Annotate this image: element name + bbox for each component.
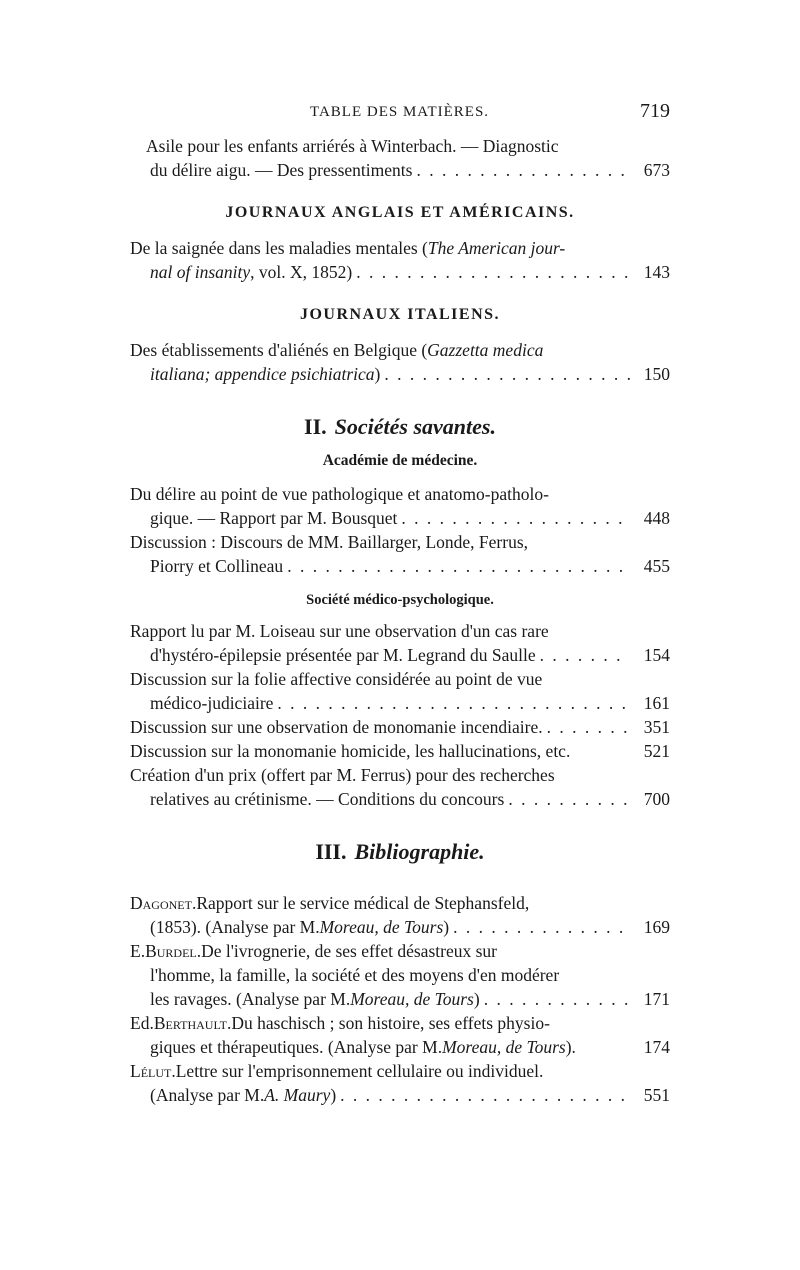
entry-line: médico-judiciaire . . . 161 (130, 691, 670, 715)
running-title: TABLE DES MATIÈRES. (310, 104, 490, 120)
entry-line: gique. — Rapport par M. Bousquet . . . 448 (130, 506, 670, 530)
entry-page: 150 (643, 364, 670, 384)
entry-page: 521 (643, 741, 670, 761)
author-name: Lélut. (130, 1061, 176, 1081)
entry-page: 171 (643, 989, 670, 1009)
entry-line: relatives au crétinisme. — Conditions du concours . . . 700 (130, 787, 670, 811)
entry-line: Piorry et Collineau . . . 455 (130, 554, 670, 578)
author-name: Berthault. (153, 1013, 232, 1033)
entry-page: 673 (643, 160, 670, 180)
entry-line: Discussion sur la folie affective considérée au point de vue (130, 669, 543, 689)
entry-page: 351 (643, 717, 670, 737)
entry-page: 154 (643, 645, 670, 665)
entry-page: 448 (643, 508, 670, 528)
entry-page: 161 (643, 693, 670, 713)
entry-page: 174 (643, 1037, 670, 1057)
entry-line: (Analyse par M. A. Maury ) . . . 551 (130, 1083, 670, 1107)
entry-line: De la saignée dans les maladies mentales ( The American jour- (130, 238, 566, 258)
page (130, 100, 670, 1107)
entry-line: Des établissements d'aliénés en Belgique ( Gazzetta medica (130, 340, 544, 360)
part-heading-3: III. Bibliographie. (315, 839, 485, 864)
toc-entry (130, 939, 670, 1011)
entry-line: Discussion : Discours de MM. Baillarger, Londe, Ferrus, (130, 532, 529, 552)
entry-line: nal of insanity , vol. X, 1852) . . . 143 (130, 260, 670, 284)
author-name: Burdel. (145, 941, 202, 961)
section-heading-anglais: JOURNAUX ANGLAIS ET AMÉRICAINS. (225, 204, 575, 221)
entry-line: Création d'un prix (offert par M. Ferrus) pour des recherches (130, 765, 555, 785)
entry-page: 455 (643, 556, 670, 576)
entry-line: Lélut. Lettre sur l'emprisonnement cellulaire ou individuel. (130, 1061, 544, 1081)
entry-page: 143 (643, 262, 670, 282)
entry-line: du délire aigu. — Des pressentiments . . . 673 (130, 158, 670, 182)
toc-entry (130, 739, 670, 763)
sub-heading-societe: Société médico-psychologique. (306, 592, 494, 608)
toc-entry (130, 1011, 670, 1059)
entry-line: giques et thérapeutiques. (Analyse par M. Moreau, de Tours ). 174 (150, 1037, 670, 1057)
toc-entry (130, 715, 670, 739)
entry-line: (1853). (Analyse par M. Moreau, de Tours ) . . . 169 (130, 915, 670, 939)
toc-entry (130, 134, 670, 182)
page-number: 719 (640, 100, 670, 122)
entry-page: 551 (643, 1085, 670, 1105)
entry-line: Discussion sur la monomanie homicide, les hallucinations, etc. 521 (130, 741, 670, 761)
entry-line: d'hystéro-épilepsie présentée par M. Legrand du Saulle . . . 154 (130, 643, 670, 667)
entry-line: Discussion sur une observation de monomanie incendiaire. . . . 351 (130, 715, 670, 739)
part-heading-2: II. Sociétés savantes. (304, 414, 496, 439)
entry-line: les ravages. (Analyse par M. Moreau, de Tours ) . . . 171 (130, 987, 670, 1011)
entry-line: Rapport lu par M. Loiseau sur une observation d'un cas rare (130, 621, 549, 641)
entry-page: 700 (643, 789, 670, 809)
running-head (130, 100, 670, 134)
section-heading-italiens: JOURNAUX ITALIENS. (299, 306, 501, 323)
author-name: Dagonet. (130, 893, 197, 913)
toc-entry (130, 530, 670, 578)
toc-entry (130, 619, 670, 667)
toc-entry (130, 891, 670, 939)
toc-entry (130, 338, 670, 386)
toc-entry (130, 236, 670, 284)
toc-entry (130, 667, 670, 715)
toc-entry (130, 763, 670, 811)
sub-heading-academie: Académie de médecine. (322, 452, 478, 469)
toc-entry (130, 482, 670, 530)
entry-line: Dagonet. Rapport sur le service médical de Stephansfeld, (130, 893, 530, 913)
toc-entry (130, 1059, 670, 1107)
entry-line: Asile pour les enfants arriérés à Winterbach. — Diagnostic (146, 136, 559, 156)
entry-line: italiana; appendice psichiatrica ) . . . 150 (130, 362, 670, 386)
entry-line: E. Burdel. De l'ivrognerie, de ses effet désastreux sur (130, 941, 497, 961)
entry-line: Ed. Berthault. Du haschisch ; son histoire, ses effets physio- (130, 1013, 550, 1033)
entry-line: Du délire au point de vue pathologique et anatomo-patholo- (130, 484, 549, 504)
entry-line: l'homme, la famille, la société et des moyens d'en modérer (150, 965, 560, 985)
entry-page: 169 (643, 917, 670, 937)
